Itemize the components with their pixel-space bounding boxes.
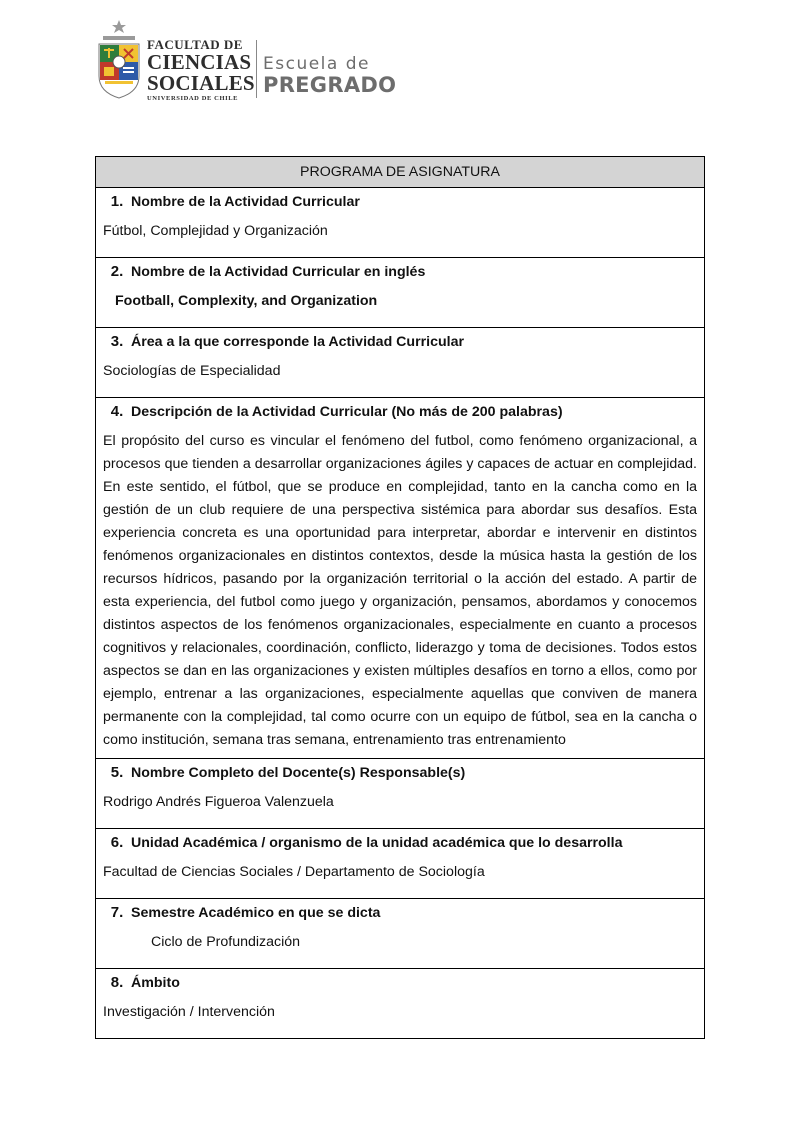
section-3 bbox=[96, 328, 705, 398]
section-heading: 4. Descripción de la Actividad Curricular (No más de 200 palabras) bbox=[110, 403, 563, 420]
area-value: Sociologías de Especialidad bbox=[103, 363, 281, 379]
section-heading: 5. Nombre Completo del Docente(s) Responsable(s) bbox=[110, 764, 466, 781]
academic-unit: Facultad de Ciencias Sociales / Departamento de Sociología bbox=[103, 864, 485, 880]
faculty-logo-text bbox=[147, 38, 255, 103]
table-title: PROGRAMA DE ASIGNATURA bbox=[96, 157, 705, 188]
section-heading: 7. Semestre Académico en que se dicta bbox=[110, 904, 381, 921]
page-header bbox=[95, 18, 405, 103]
scope-value: Investigación / Intervención bbox=[103, 1004, 275, 1020]
faculty-line-3: SOCIALES bbox=[147, 71, 255, 95]
section-heading: 1. Nombre de la Actividad Curricular bbox=[110, 193, 360, 210]
course-program-table bbox=[95, 156, 705, 1039]
section-8 bbox=[96, 969, 705, 1039]
section-heading: 3. Área a la que corresponde la Actividad Curricular bbox=[110, 333, 464, 350]
university-name: UNIVERSIDAD DE CHILE bbox=[147, 95, 239, 102]
activity-name-english: Football, Complexity, and Organization bbox=[115, 293, 378, 309]
header-divider bbox=[256, 40, 257, 98]
section-4 bbox=[96, 398, 705, 759]
section-heading: 6. Unidad Académica / organismo de la unidad académica que lo desarrolla bbox=[110, 834, 623, 851]
activity-name: Fútbol, Complejidad y Organización bbox=[103, 223, 328, 239]
faculty-line-2: CIENCIAS bbox=[147, 50, 252, 74]
school-line-1: Escuela de bbox=[263, 54, 370, 74]
section-1 bbox=[96, 188, 705, 258]
section-2 bbox=[96, 258, 705, 328]
semester-value: Ciclo de Profundización bbox=[151, 934, 301, 950]
school-logo-text bbox=[263, 56, 396, 96]
section-heading: 2. Nombre de la Actividad Curricular en inglés bbox=[110, 263, 426, 280]
instructor-name: Rodrigo Andrés Figueroa Valenzuela bbox=[103, 794, 334, 810]
section-6 bbox=[96, 829, 705, 899]
university-crest-logo bbox=[95, 18, 143, 100]
section-5 bbox=[96, 759, 705, 829]
school-line-2: PREGRADO bbox=[263, 73, 397, 97]
description-text: El propósito del curso es vincular el fenómeno del futbol, como fenómeno organizacional, a procesos que tienden a desarrollar organizaciones ágiles y capaces de actuar en complejidad. En este sentido, el fútbol, que se produce en complejidad, tanto en la cancha como en la gestión de un club requiere de una perspectiva sistémica para abordar sus desafíos. Esta experiencia concreta es una oportunidad para interpretar, abordar e intervenir en distintos fenómenos organizacionales en distintos contextos, desde la música hasta la gestión de los recursos hídricos, pasando por la organización territorial o la acción del estado. A partir de esta experiencia, del futbol como juego y organización, pensamos, abordamos y conocemos distintos aspectos de los fenómenos organizacionales, especialmente en cuanto a procesos cognitivos y relacionales, coordinación, conflicto, liderazgo y toma de decisiones. Todos estos aspectos se dan en las organizaciones y existen múltiples desafíos en torno a ellos, como por ejemplo, entrenar a las organizaciones, especialmente aquellas que conviven de manera permanente con la complejidad, tal como ocurre con un equipo de fútbol, sea en la cancha o como institución, semana tras semana, entrenamiento tras entrenamiento bbox=[103, 433, 697, 748]
section-heading: 8. Ámbito bbox=[110, 974, 180, 991]
section-7 bbox=[96, 899, 705, 969]
faculty-line-1: FACULTAD DE bbox=[147, 37, 243, 52]
